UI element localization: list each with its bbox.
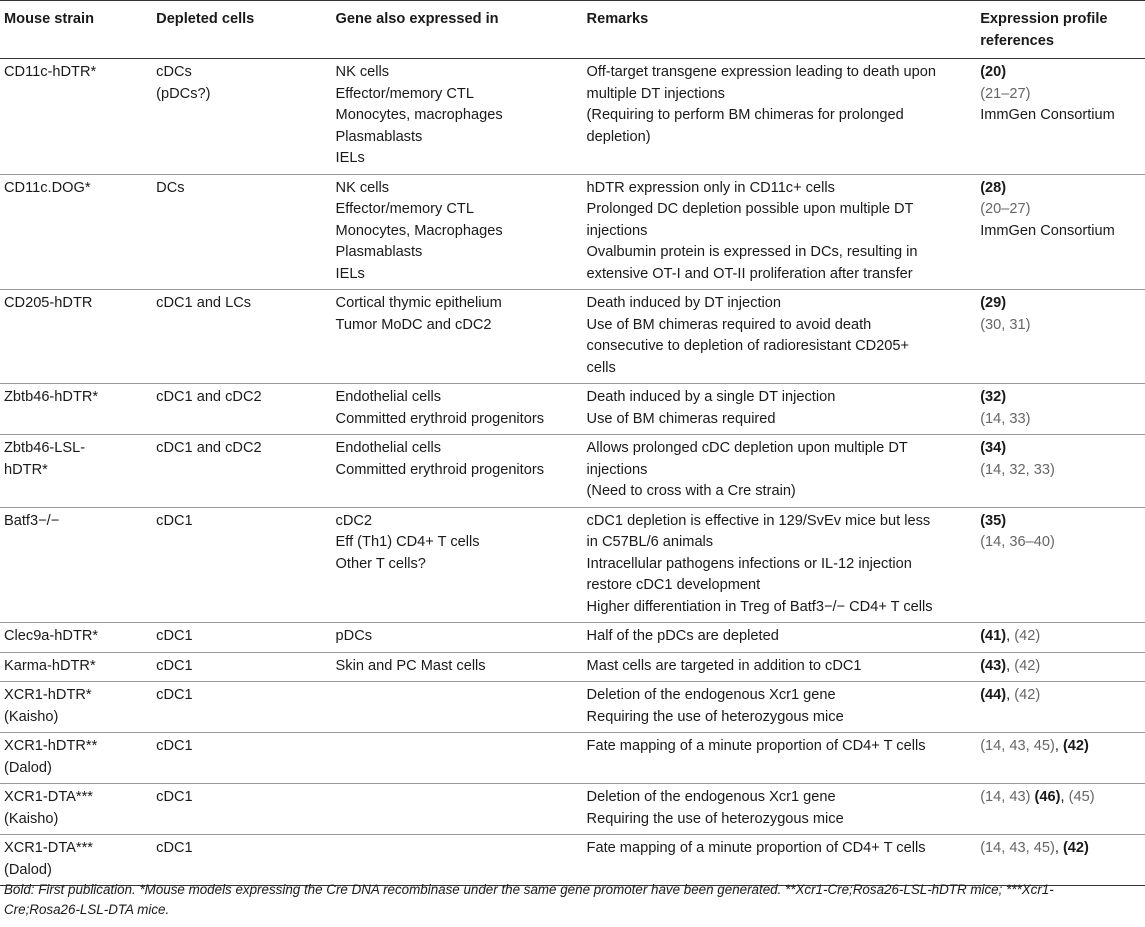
reference-first-publication: (41) bbox=[980, 628, 1007, 644]
table-row bbox=[0, 435, 1145, 508]
cell-mouse-strain bbox=[0, 623, 152, 653]
reference-first-publication: (32) bbox=[980, 389, 1007, 405]
cell-remarks bbox=[583, 507, 977, 623]
cell-line: Mast cells are targeted in addition to cDC1 bbox=[586, 657, 862, 674]
reference-text: (14, 36–40) bbox=[980, 534, 1055, 550]
reference-line bbox=[980, 838, 1141, 860]
cell-remarks bbox=[583, 59, 977, 175]
cell-line: cDC1 bbox=[156, 687, 193, 703]
cell-depleted-cells bbox=[152, 174, 331, 290]
reference-line bbox=[980, 532, 1141, 554]
header-gene-also-expressed: Gene also expressed in bbox=[332, 1, 583, 59]
cell-mouse-strain bbox=[0, 174, 152, 290]
reference-text: , bbox=[1006, 687, 1015, 703]
cell-line: (Need to cross with a Cre strain) bbox=[586, 483, 796, 499]
table-row bbox=[0, 652, 1145, 682]
reference-first-publication: (20) bbox=[980, 64, 1007, 80]
cell-line: Committed erythroid progenitors bbox=[335, 461, 544, 478]
cell-line: Off-target transgene expression leading to death upon bbox=[586, 64, 936, 80]
reference-line bbox=[980, 626, 1141, 648]
cell-gene-expressed bbox=[332, 384, 583, 435]
cell-mouse-strain bbox=[0, 835, 152, 886]
reference-line bbox=[980, 178, 1141, 200]
cell-line: Use of BM chimeras required to avoid death bbox=[586, 316, 872, 333]
cell-line: cDC1 and LCs bbox=[156, 295, 252, 311]
reference-first-publication: (43) bbox=[980, 657, 1007, 674]
header-remarks: Remarks bbox=[583, 1, 977, 59]
cell-line: restore cDC1 development bbox=[586, 577, 761, 593]
cell-line: XCR1-hDTR** bbox=[4, 738, 98, 754]
reference-first-publication: (35) bbox=[980, 512, 1007, 529]
cell-references bbox=[976, 174, 1145, 290]
cell-gene-expressed bbox=[332, 59, 583, 175]
cell-line: IELs bbox=[335, 150, 365, 166]
cell-line: Skin and PC Mast cells bbox=[335, 657, 486, 674]
reference-text: (20–27) bbox=[980, 201, 1031, 217]
header-expression-references-text: Expression profile references bbox=[980, 11, 1108, 49]
cell-mouse-strain bbox=[0, 435, 152, 508]
cell-line: Ovalbumin protein is expressed in DCs, resulting in bbox=[586, 244, 918, 260]
cell-line: Fate mapping of a minute proportion of CD4+ T cells bbox=[586, 738, 926, 754]
cell-line: Half of the pDCs are depleted bbox=[586, 628, 779, 644]
cell-line: Plasmablasts bbox=[335, 128, 423, 145]
reference-line bbox=[980, 315, 1141, 337]
reference-first-publication: (44) bbox=[980, 687, 1007, 703]
cell-depleted-cells bbox=[152, 384, 331, 435]
table-row bbox=[0, 290, 1145, 384]
cell-line: XCR1-DTA*** bbox=[4, 789, 93, 805]
cell-line: cDC1 bbox=[156, 512, 193, 529]
cell-line: Prolonged DC depletion possible upon multiple DT bbox=[586, 201, 914, 217]
cell-depleted-cells bbox=[152, 784, 331, 835]
reference-text: (14, 43) bbox=[980, 789, 1035, 805]
cell-line: cDCs bbox=[156, 64, 192, 80]
cell-line: consecutive to depletion of radioresistant CD205+ bbox=[586, 338, 910, 354]
cell-line: Effector/memory CTL bbox=[335, 201, 474, 217]
cell-references bbox=[976, 682, 1145, 733]
cell-line: Allows prolonged cDC depletion upon multiple DT bbox=[586, 440, 908, 456]
reference-line bbox=[980, 105, 1141, 127]
cell-line: cDC1 bbox=[156, 789, 193, 805]
reference-first-publication: (46) bbox=[1034, 789, 1061, 805]
cell-mouse-strain bbox=[0, 507, 152, 623]
header-depleted-cells: Depleted cells bbox=[152, 1, 331, 59]
cell-line: cDC1 bbox=[156, 840, 193, 856]
cell-line: cDC2 bbox=[335, 512, 373, 529]
reference-line bbox=[980, 409, 1141, 431]
cell-depleted-cells bbox=[152, 682, 331, 733]
reference-line bbox=[980, 84, 1141, 106]
reference-text: , bbox=[1054, 840, 1063, 856]
cell-line: (Kaisho) bbox=[4, 708, 59, 725]
reference-line bbox=[980, 221, 1141, 243]
table-row bbox=[0, 733, 1145, 784]
cell-line: multiple DT injections bbox=[586, 85, 725, 102]
reference-text: (30, 31) bbox=[980, 316, 1031, 333]
cell-line: Endothelial cells bbox=[335, 389, 442, 405]
reference-text: , bbox=[1006, 628, 1015, 644]
cell-line: CD205-hDTR bbox=[4, 295, 93, 311]
cell-mouse-strain bbox=[0, 733, 152, 784]
cell-line: Committed erythroid progenitors bbox=[335, 410, 544, 427]
cell-mouse-strain bbox=[0, 652, 152, 682]
cell-line: Other T cells? bbox=[335, 555, 426, 572]
cell-line: extensive OT-I and OT-II proliferation after transfer bbox=[586, 265, 913, 282]
reference-first-publication: (42) bbox=[1062, 840, 1089, 856]
reference-text: , bbox=[1054, 738, 1063, 754]
cell-line: XCR1-DTA*** bbox=[4, 840, 93, 856]
cell-line: NK cells bbox=[335, 64, 390, 80]
cell-line: XCR1-hDTR* bbox=[4, 687, 92, 703]
cell-depleted-cells bbox=[152, 507, 331, 623]
reference-line bbox=[980, 460, 1141, 482]
table-row bbox=[0, 835, 1145, 886]
reference-line bbox=[980, 511, 1141, 533]
reference-line bbox=[980, 199, 1141, 221]
cell-line: cDC1 bbox=[156, 738, 193, 754]
cell-line: cDC1 bbox=[156, 628, 193, 644]
cell-depleted-cells bbox=[152, 435, 331, 508]
cell-mouse-strain bbox=[0, 59, 152, 175]
cell-references bbox=[976, 835, 1145, 886]
cell-gene-expressed bbox=[332, 623, 583, 653]
cell-references bbox=[976, 652, 1145, 682]
reference-line bbox=[980, 736, 1141, 758]
cell-line: Tumor MoDC and cDC2 bbox=[335, 316, 492, 333]
cell-line: Deletion of the endogenous Xcr1 gene bbox=[586, 789, 836, 805]
cell-line: hDTR* bbox=[4, 461, 48, 478]
cell-references bbox=[976, 623, 1145, 653]
cell-gene-expressed bbox=[332, 507, 583, 623]
reference-text: (42) bbox=[1014, 657, 1041, 674]
table-header bbox=[0, 1, 1145, 59]
table-row bbox=[0, 784, 1145, 835]
reference-first-publication: (29) bbox=[980, 295, 1007, 311]
cell-remarks bbox=[583, 384, 977, 435]
reference-line bbox=[980, 656, 1141, 678]
cell-line: Intracellular pathogens infections or IL-12 injection bbox=[586, 555, 912, 572]
cell-gene-expressed bbox=[332, 784, 583, 835]
cell-line: cells bbox=[586, 359, 616, 376]
cell-remarks bbox=[583, 174, 977, 290]
cell-line: in C57BL/6 animals bbox=[586, 534, 714, 550]
reference-line bbox=[980, 387, 1141, 409]
cell-line: cDC1 and cDC2 bbox=[156, 440, 262, 456]
cell-line: Cortical thymic epithelium bbox=[335, 295, 502, 311]
reference-text: (45) bbox=[1068, 789, 1095, 805]
cell-gene-expressed bbox=[332, 174, 583, 290]
cell-line: Death induced by DT injection bbox=[586, 295, 781, 311]
reference-text: (21–27) bbox=[980, 85, 1031, 102]
reference-text: (42) bbox=[1014, 628, 1041, 644]
cell-gene-expressed bbox=[332, 290, 583, 384]
cell-remarks bbox=[583, 784, 977, 835]
cell-mouse-strain bbox=[0, 290, 152, 384]
table-body bbox=[0, 59, 1145, 886]
cell-references bbox=[976, 507, 1145, 623]
cell-line: Death induced by a single DT injection bbox=[586, 389, 836, 405]
header-mouse-strain: Mouse strain bbox=[0, 1, 152, 59]
cell-mouse-strain bbox=[0, 784, 152, 835]
reference-line bbox=[980, 685, 1141, 707]
cell-line: Effector/memory CTL bbox=[335, 85, 474, 102]
reference-text: (14, 43, 45) bbox=[980, 840, 1055, 856]
reference-text: (14, 33) bbox=[980, 410, 1031, 427]
cell-line: injections bbox=[586, 222, 648, 239]
reference-line bbox=[980, 62, 1141, 84]
table-row bbox=[0, 174, 1145, 290]
cell-line: DCs bbox=[156, 179, 185, 196]
cell-remarks bbox=[583, 733, 977, 784]
cell-line: pDCs bbox=[335, 628, 373, 644]
cell-line: Requiring the use of heterozygous mice bbox=[586, 810, 844, 827]
reference-line bbox=[980, 438, 1141, 460]
table-row bbox=[0, 623, 1145, 653]
cell-references bbox=[976, 290, 1145, 384]
cell-line: Fate mapping of a minute proportion of CD4+ T cells bbox=[586, 840, 926, 856]
cell-gene-expressed bbox=[332, 733, 583, 784]
cell-line: IELs bbox=[335, 265, 365, 282]
table-row bbox=[0, 507, 1145, 623]
reference-text: ImmGen Consortium bbox=[980, 222, 1115, 239]
table-footnote bbox=[4, 880, 1124, 920]
cell-mouse-strain bbox=[0, 682, 152, 733]
cell-line: Clec9a-hDTR* bbox=[4, 628, 99, 644]
cell-line: (Kaisho) bbox=[4, 810, 59, 827]
cell-line: Eff (Th1) CD4+ T cells bbox=[335, 534, 480, 550]
cell-line: cDC1 depletion is effective in 129/SvEv mice but less bbox=[586, 512, 931, 529]
cell-references bbox=[976, 784, 1145, 835]
cell-references bbox=[976, 733, 1145, 784]
cell-line: Zbtb46-hDTR* bbox=[4, 389, 99, 405]
cell-line: Requiring the use of heterozygous mice bbox=[586, 708, 844, 725]
footnote-line: Cre;Rosa26-LSL-DTA mice. bbox=[4, 902, 170, 917]
cell-depleted-cells bbox=[152, 733, 331, 784]
cell-references bbox=[976, 59, 1145, 175]
cell-mouse-strain bbox=[0, 384, 152, 435]
cell-line: CD11c-hDTR* bbox=[4, 64, 97, 80]
reference-text: (14, 43, 45) bbox=[980, 738, 1055, 754]
cell-line: Karma-hDTR* bbox=[4, 657, 96, 674]
cell-line: cDC1 bbox=[156, 657, 193, 674]
cell-remarks bbox=[583, 435, 977, 508]
reference-text: (42) bbox=[1014, 687, 1041, 703]
reference-first-publication: (42) bbox=[1062, 738, 1089, 754]
reference-text: ImmGen Consortium bbox=[980, 107, 1115, 123]
cell-gene-expressed bbox=[332, 435, 583, 508]
cell-gene-expressed bbox=[332, 835, 583, 886]
cell-line: Batf3−/− bbox=[4, 512, 60, 529]
cell-gene-expressed bbox=[332, 652, 583, 682]
cell-line: Deletion of the endogenous Xcr1 gene bbox=[586, 687, 836, 703]
reference-line bbox=[980, 787, 1141, 809]
cell-line: (pDCs?) bbox=[156, 85, 211, 102]
reference-text: (14, 32, 33) bbox=[980, 461, 1055, 478]
cell-line: (Dalod) bbox=[4, 861, 52, 878]
cell-remarks bbox=[583, 835, 977, 886]
cell-line: Monocytes, Macrophages bbox=[335, 222, 503, 239]
table-row bbox=[0, 682, 1145, 733]
cell-line: Use of BM chimeras required bbox=[586, 410, 776, 427]
cell-references bbox=[976, 435, 1145, 508]
cell-line: Zbtb46-LSL- bbox=[4, 440, 86, 456]
cell-remarks bbox=[583, 290, 977, 384]
cell-gene-expressed bbox=[332, 682, 583, 733]
cell-references bbox=[976, 384, 1145, 435]
header-row bbox=[0, 1, 1145, 59]
cell-remarks bbox=[583, 623, 977, 653]
cell-line: NK cells bbox=[335, 179, 390, 196]
cell-line: injections bbox=[586, 461, 648, 478]
table-row bbox=[0, 384, 1145, 435]
cell-line: Monocytes, macrophages bbox=[335, 107, 503, 123]
cell-line: (Requiring to perform BM chimeras for prolonged bbox=[586, 107, 904, 123]
cell-depleted-cells bbox=[152, 623, 331, 653]
reference-first-publication: (34) bbox=[980, 440, 1007, 456]
cell-remarks bbox=[583, 682, 977, 733]
cell-depleted-cells bbox=[152, 290, 331, 384]
cell-line: depletion) bbox=[586, 128, 651, 145]
cell-depleted-cells bbox=[152, 59, 331, 175]
cell-line: Plasmablasts bbox=[335, 244, 423, 260]
reference-text: , bbox=[1060, 789, 1069, 805]
cell-line: (Dalod) bbox=[4, 759, 52, 776]
cell-line: Higher differentiation in Treg of Batf3−/− CD4+ T cells bbox=[586, 598, 933, 615]
header-expression-references bbox=[976, 1, 1145, 59]
reference-first-publication: (28) bbox=[980, 179, 1007, 196]
cell-line: CD11c.DOG* bbox=[4, 179, 91, 196]
reference-text: , bbox=[1006, 657, 1015, 674]
cell-remarks bbox=[583, 652, 977, 682]
footnote-line: Bold: First publication. *Mouse models expressing the Cre DNA recombinase under the same gene promoter have been generated. **Xcr1-Cre;Rosa26-LSL-hDTR mice; ***Xcr1- bbox=[4, 882, 1054, 897]
cell-depleted-cells bbox=[152, 835, 331, 886]
table-row bbox=[0, 59, 1145, 175]
cell-line: cDC1 and cDC2 bbox=[156, 389, 262, 405]
cell-line: Endothelial cells bbox=[335, 440, 442, 456]
reference-line bbox=[980, 293, 1141, 315]
cell-line: hDTR expression only in CD11c+ cells bbox=[586, 179, 835, 196]
cell-depleted-cells bbox=[152, 652, 331, 682]
